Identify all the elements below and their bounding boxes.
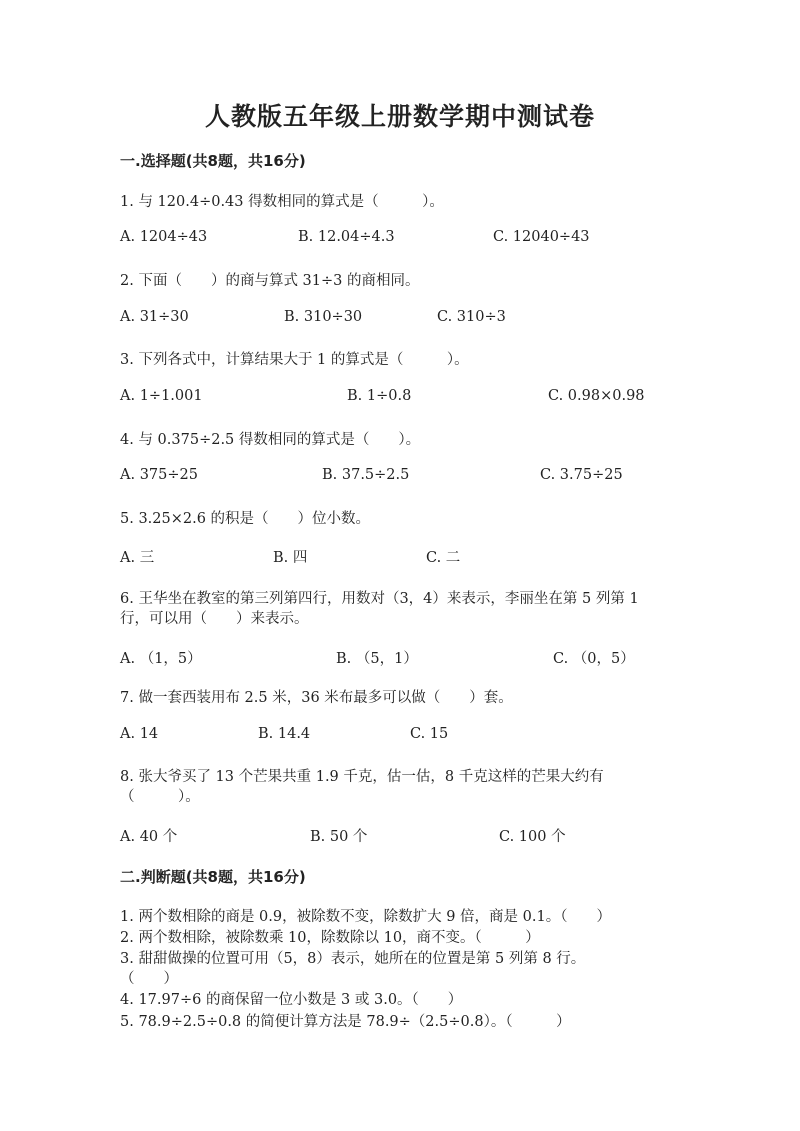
question-6-line-2: 行，可以用（ ）来表示。	[120, 611, 309, 627]
q6-option-b: B. （5，1）	[336, 651, 418, 667]
judgment-item-3-answer: （ ）	[120, 971, 178, 987]
q7-option-b: B. 14.4	[258, 726, 311, 742]
q7-option-a: A. 14	[120, 726, 159, 742]
q4-option-b: B. 37.5÷2.5	[322, 467, 410, 483]
q3-option-a: A. 1÷1.001	[120, 388, 203, 404]
judgment-item-2: 2. 两个数相除，被除数乘 10，除数除以 10，商不变。（ ）	[120, 930, 540, 946]
q4-option-a: A. 375÷25	[120, 467, 198, 483]
question-6-line-1: 6. 王华坐在教室的第三列第四行，用数对（3，4）来表示，李丽坐在第 5 列第 1	[120, 591, 639, 607]
question-8-line-1: 8. 张大爷买了 13 个芒果共重 1.9 千克，估一估，8 千克这样的芒果大约有	[120, 769, 604, 785]
question-3: 3. 下列各式中，计算结果大于 1 的算式是（ ）。	[120, 352, 469, 368]
question-8-line-2: （ ）。	[120, 789, 200, 805]
judgment-item-4: 4. 17.97÷6 的商保留一位小数是 3 或 3.0。（ ）	[120, 992, 463, 1008]
q4-option-c: C. 3.75÷25	[540, 467, 623, 483]
q8-option-a: A. 40 个	[120, 829, 178, 845]
section-heading-choice: 一.选择题(共8题，共16分)	[120, 152, 306, 170]
q3-option-b: B. 1÷0.8	[347, 388, 412, 404]
question-5: 5. 3.25×2.6 的积是（ ）位小数。	[120, 511, 371, 527]
question-4: 4. 与 0.375÷2.5 得数相同的算式是（ ）。	[120, 432, 421, 448]
q1-option-a: A. 1204÷43	[120, 229, 208, 245]
q2-option-a: A. 31÷30	[120, 309, 189, 325]
judgment-item-3: 3. 甜甜做操的位置可用（5，8）表示，她所在的位置是第 5 列第 8 行。	[120, 951, 586, 967]
q1-option-c: C. 12040÷43	[493, 229, 590, 245]
q5-option-c: C. 二	[426, 550, 461, 566]
q1-option-b: B. 12.04÷4.3	[298, 229, 395, 245]
q8-option-b: B. 50 个	[310, 829, 368, 845]
question-2: 2. 下面（ ）的商与算式 31÷3 的商相同。	[120, 273, 420, 289]
question-7: 7. 做一套西装用布 2.5 米，36 米布最多可以做（ ）套。	[120, 690, 513, 706]
q3-option-c: C. 0.98×0.98	[548, 388, 645, 404]
q6-option-a: A. （1，5）	[120, 651, 202, 667]
q8-option-c: C. 100 个	[499, 829, 566, 845]
q2-option-b: B. 310÷30	[284, 309, 363, 325]
judgment-item-5: 5. 78.9÷2.5÷0.8 的简便计算方法是 78.9÷（2.5÷0.8）。（ ）	[120, 1014, 571, 1030]
question-1: 1. 与 120.4÷0.43 得数相同的算式是（ ）。	[120, 194, 444, 210]
q7-option-c: C. 15	[410, 726, 449, 742]
q5-option-a: A. 三	[120, 550, 155, 566]
q2-option-c: C. 310÷3	[437, 309, 506, 325]
section-heading-judgment: 二.判断题(共8题，共16分)	[120, 868, 306, 886]
q5-option-b: B. 四	[273, 550, 308, 566]
page-title: 人教版五年级上册数学期中测试卷	[204, 102, 595, 131]
judgment-item-1: 1. 两个数相除的商是 0.9，被除数不变，除数扩大 9 倍，商是 0.1。（ ）	[120, 909, 611, 925]
q6-option-c: C. （0，5）	[553, 651, 635, 667]
